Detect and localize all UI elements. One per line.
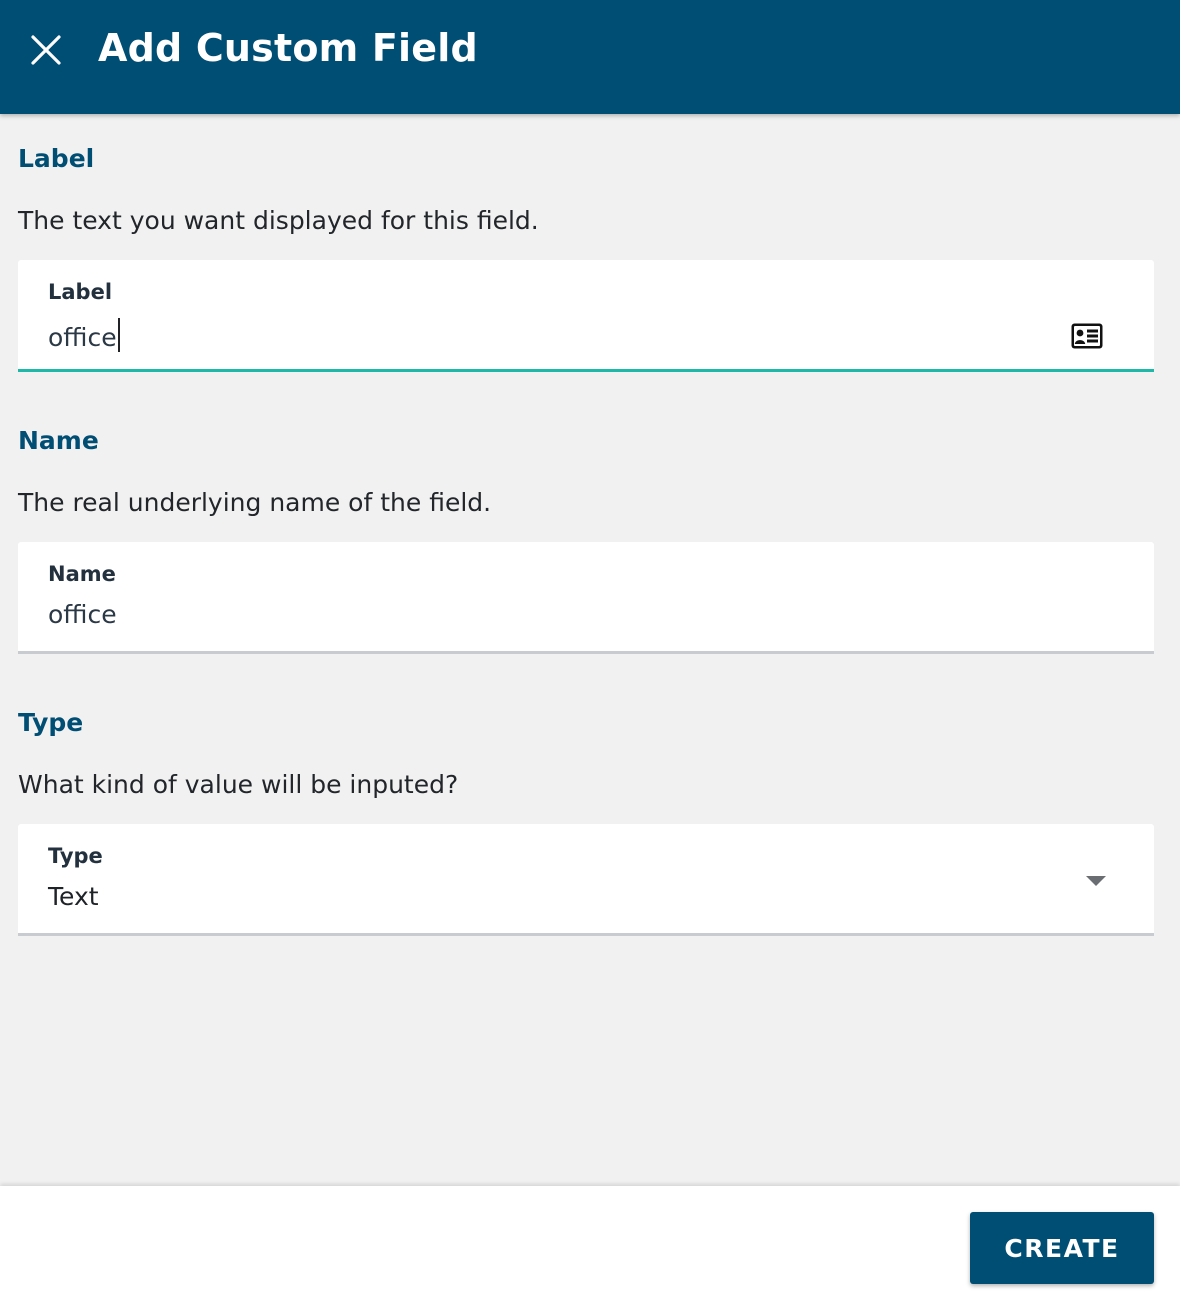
name-input[interactable]: office — [48, 600, 117, 629]
type-select[interactable] — [18, 824, 1154, 936]
chevron-down-icon[interactable] — [1086, 876, 1106, 886]
dialog-title: Add Custom Field — [98, 26, 478, 70]
type-selected-value: Text — [48, 882, 99, 911]
type-section-heading: Type — [18, 708, 84, 737]
label-field-label: Label — [48, 280, 113, 304]
text-cursor — [118, 318, 120, 352]
close-icon — [30, 34, 62, 66]
contact-card-icon[interactable] — [1070, 322, 1104, 354]
label-section-heading: Label — [18, 144, 95, 173]
label-input[interactable] — [48, 318, 120, 352]
name-field-label: Name — [48, 562, 116, 586]
name-section-description: The real underlying name of the field. — [18, 488, 492, 517]
dialog-header — [0, 0, 1180, 114]
dialog-footer — [0, 1186, 1180, 1300]
close-button[interactable] — [30, 34, 62, 66]
type-field-label: Type — [48, 844, 103, 868]
label-section-description: The text you want displayed for this field. — [18, 206, 539, 235]
label-input-value: office — [48, 323, 117, 352]
label-field[interactable] — [18, 260, 1154, 372]
create-button[interactable]: CREATE — [970, 1212, 1154, 1284]
name-field[interactable] — [18, 542, 1154, 654]
type-section-description: What kind of value will be inputed? — [18, 770, 459, 799]
name-section-heading: Name — [18, 426, 99, 455]
